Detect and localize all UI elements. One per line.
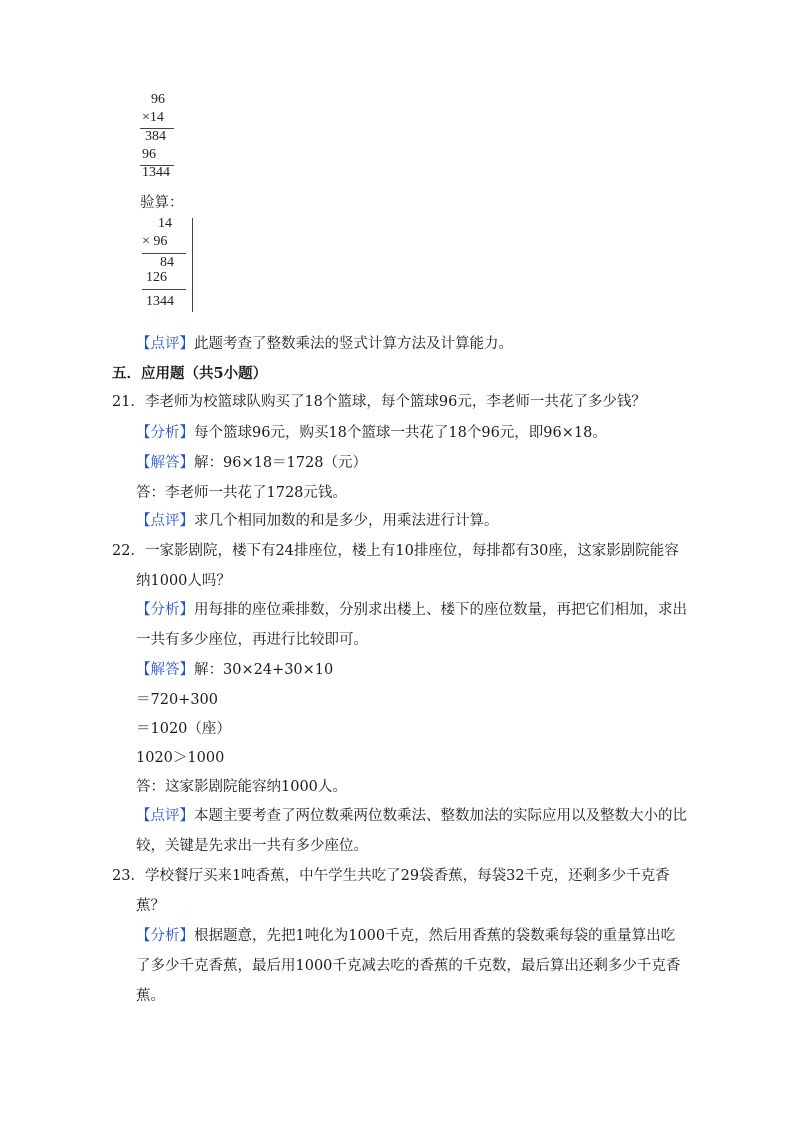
answer-tag: 【解答】 bbox=[136, 455, 194, 471]
calc2-row-2: × 96 bbox=[142, 234, 168, 249]
calc2-row-3: 84 bbox=[160, 255, 174, 270]
q21-analysis-text: 每个篮球96元，购买18个篮球一共花了18个96元，即96×18。 bbox=[194, 425, 607, 441]
q21-question: 21．李老师为校篮球队购买了18个篮球，每个篮球96元，李老师一共花了多少钱？ bbox=[112, 394, 646, 410]
q22-answer bbox=[136, 660, 333, 680]
q21-analysis bbox=[136, 423, 607, 443]
q23-analysis-line-1 bbox=[136, 926, 675, 946]
answer-tag: 【解答】 bbox=[136, 662, 194, 678]
calc2-rule-1 bbox=[142, 253, 186, 254]
calc2-row-4: 126 bbox=[146, 270, 167, 285]
q23-question-line-2: 蕉？ bbox=[136, 898, 165, 914]
q23-analysis-line-2: 了多少千克香蕉，最后用1000千克减去吃的香蕉的千克数，最后算出还剩多少千克香 bbox=[136, 958, 681, 974]
q22-comment-line-2: 较，关键是先求出一共有多少座位。 bbox=[136, 838, 368, 854]
verify-label: 验算： bbox=[140, 195, 184, 211]
comment-0 bbox=[136, 334, 513, 354]
q23-analysis-text-1: 根据题意，先把1吨化为1000千克，然后用香蕉的袋数乘每袋的重量算出吃 bbox=[194, 928, 676, 944]
q22-analysis-line-2: 一共有多少座位，再进行比较即可。 bbox=[136, 632, 368, 648]
calc2-rule-2 bbox=[142, 289, 186, 290]
q22-analysis-text-1: 用每排的座位乘排数，分别求出楼上、楼下的座位数量，再把它们相加，求出 bbox=[194, 602, 687, 618]
q21-answer bbox=[136, 453, 367, 473]
calc1-row-5: 1344 bbox=[142, 165, 170, 180]
analysis-tag: 【分析】 bbox=[136, 425, 194, 441]
comment-0-text: 此题考查了整数乘法的竖式计算方法及计算能力。 bbox=[194, 336, 513, 352]
calc2-row-1: 14 bbox=[158, 216, 172, 231]
q21-answer-text: 解：96×18＝1728（元） bbox=[194, 455, 367, 471]
analysis-tag: 【分析】 bbox=[136, 602, 194, 618]
q22-reply: 答：这家影剧院能容纳1000人。 bbox=[136, 779, 347, 795]
q22-step-3: 1020＞1000 bbox=[136, 750, 225, 766]
calc1-row-2: ×14 bbox=[142, 110, 164, 125]
comment-tag: 【点评】 bbox=[136, 513, 194, 529]
q22-step-1: ＝720+300 bbox=[136, 692, 219, 708]
vertical-multiplication-1 bbox=[140, 92, 190, 182]
q22-step-2: ＝1020（座） bbox=[136, 721, 231, 737]
vertical-multiplication-2 bbox=[140, 216, 200, 314]
q22-answer-text: 解：30×24+30×10 bbox=[194, 662, 334, 678]
q22-analysis-line-1 bbox=[136, 600, 687, 620]
comment-tag: 【点评】 bbox=[136, 808, 194, 824]
q22-question-line-1: 22．一家影剧院，楼下有24排座位，楼上有10排座位，每排都有30座，这家影剧院能容 bbox=[112, 543, 679, 559]
q22-comment-line-1 bbox=[136, 806, 687, 826]
q21-reply: 答：李老师一共花了1728元钱。 bbox=[136, 485, 347, 501]
q23-question-line-1: 23．学校餐厅买来1吨香蕉，中午学生共吃了29袋香蕉，每袋32千克，还剩多少千克香 bbox=[112, 868, 670, 884]
calc1-row-3: 384 bbox=[145, 129, 166, 144]
calc1-row-1: 96 bbox=[151, 92, 165, 107]
calc2-row-5: 1344 bbox=[146, 294, 174, 309]
analysis-tag: 【分析】 bbox=[136, 928, 194, 944]
q21-comment bbox=[136, 511, 499, 531]
comment-tag: 【点评】 bbox=[136, 336, 194, 352]
q22-comment-text-1: 本题主要考查了两位数乘两位数乘法、整数加法的实际应用以及整数大小的比 bbox=[194, 808, 687, 824]
calc2-right-border bbox=[192, 218, 193, 312]
q21-comment-text: 求几个相同加数的和是多少，用乘法进行计算。 bbox=[194, 513, 499, 529]
section-title: 五．应用题（共5小题） bbox=[112, 365, 268, 382]
q22-question-line-2: 纳1000人吗？ bbox=[136, 573, 231, 589]
q23-analysis-line-3: 蕉。 bbox=[136, 988, 165, 1004]
calc1-row-4: 96 bbox=[142, 147, 156, 162]
